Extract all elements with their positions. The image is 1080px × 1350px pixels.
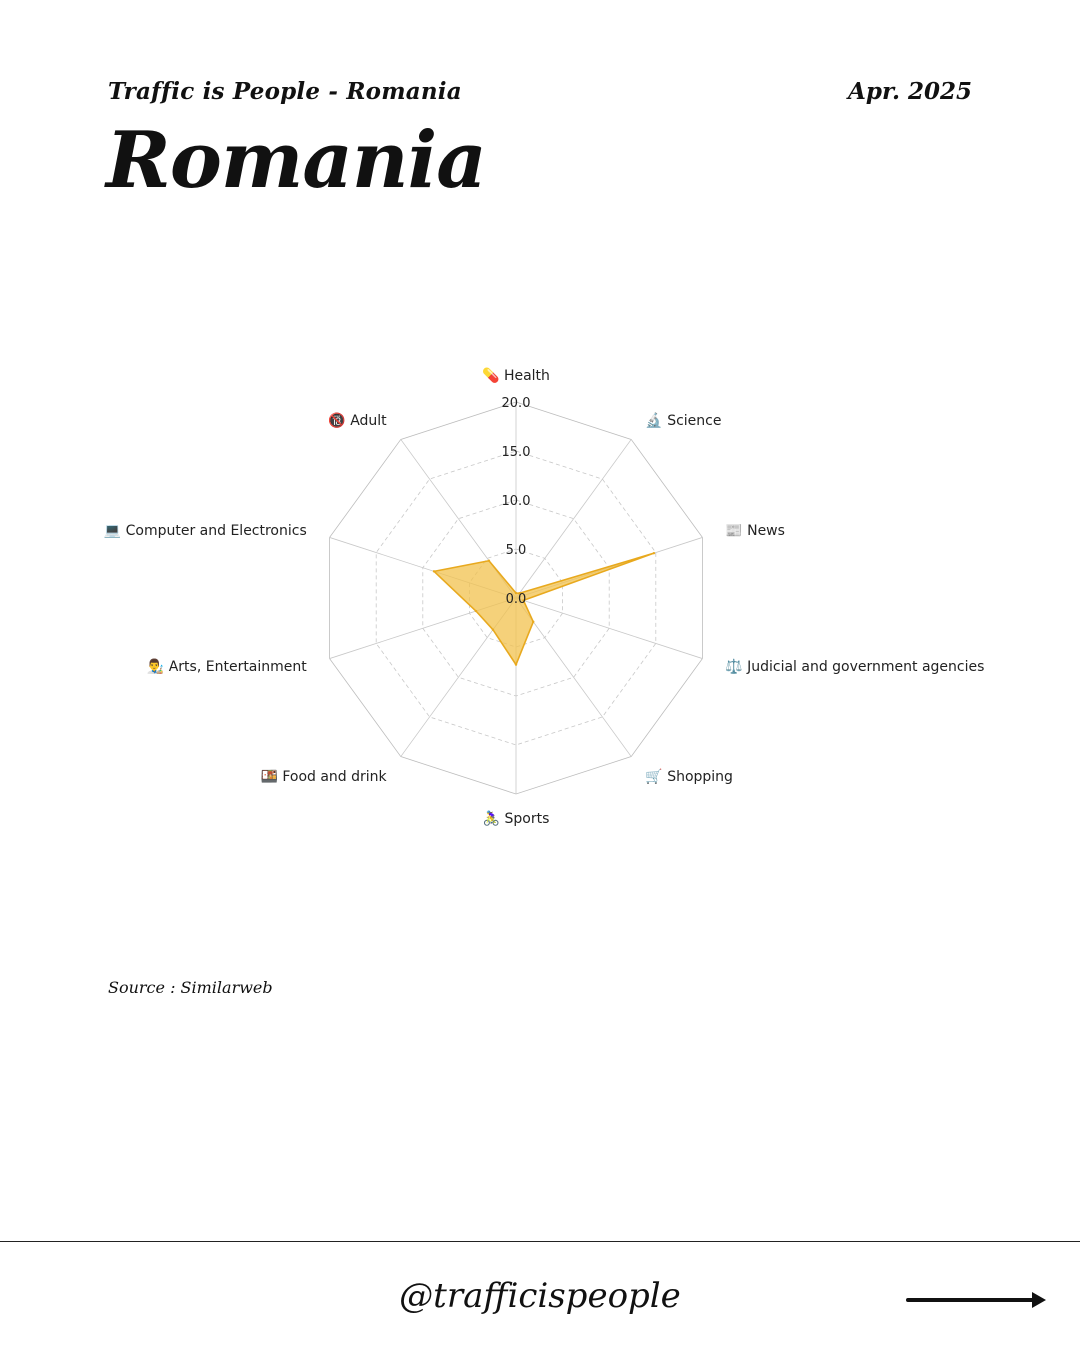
data-point <box>515 663 517 665</box>
arrow-right-icon[interactable] <box>906 1288 1048 1312</box>
data-point <box>653 552 655 554</box>
category-label: 📰 News <box>725 523 785 540</box>
chart-subtitle: Traffic is People - Romania <box>108 78 462 105</box>
data-point <box>488 560 490 562</box>
category-label: 👨‍🎨 Arts, Entertainment <box>146 658 307 675</box>
category-label: 🍱 Food and drink <box>260 768 387 785</box>
social-handle: @trafficispeople <box>399 1276 681 1316</box>
category-label: 🔞 Adult <box>328 413 387 430</box>
data-point <box>492 629 494 631</box>
radial-tick-label: 10.0 <box>501 494 531 509</box>
category-label: 💊 Health <box>482 368 550 384</box>
data-series-area <box>434 553 654 664</box>
radial-tick-label: 0.0 <box>505 592 527 607</box>
footer-divider <box>0 1241 1080 1242</box>
radial-tick-label: 15.0 <box>501 445 531 460</box>
chart-date: Apr. 2025 <box>848 78 972 105</box>
source-note: Source : Similarweb <box>108 978 273 997</box>
category-label: ⚖️ Judicial and government agencies <box>725 658 985 675</box>
category-label: 🚴‍♀️ Sports <box>482 811 550 827</box>
grid-spoke <box>516 439 631 598</box>
data-point <box>433 570 435 572</box>
radar-labels <box>104 366 985 827</box>
radar-data <box>433 552 655 666</box>
radial-tick-label: 5.0 <box>505 543 527 558</box>
page-title: Romania <box>106 115 486 206</box>
category-label: 🔬 Science <box>645 413 722 430</box>
data-point <box>532 621 534 623</box>
data-point <box>475 610 477 612</box>
category-label: 🛒 Shopping <box>645 768 733 785</box>
category-label: 💻 Computer and Electronics <box>103 523 307 540</box>
radial-tick-label: 20.0 <box>501 396 531 411</box>
grid-spoke <box>516 598 702 659</box>
